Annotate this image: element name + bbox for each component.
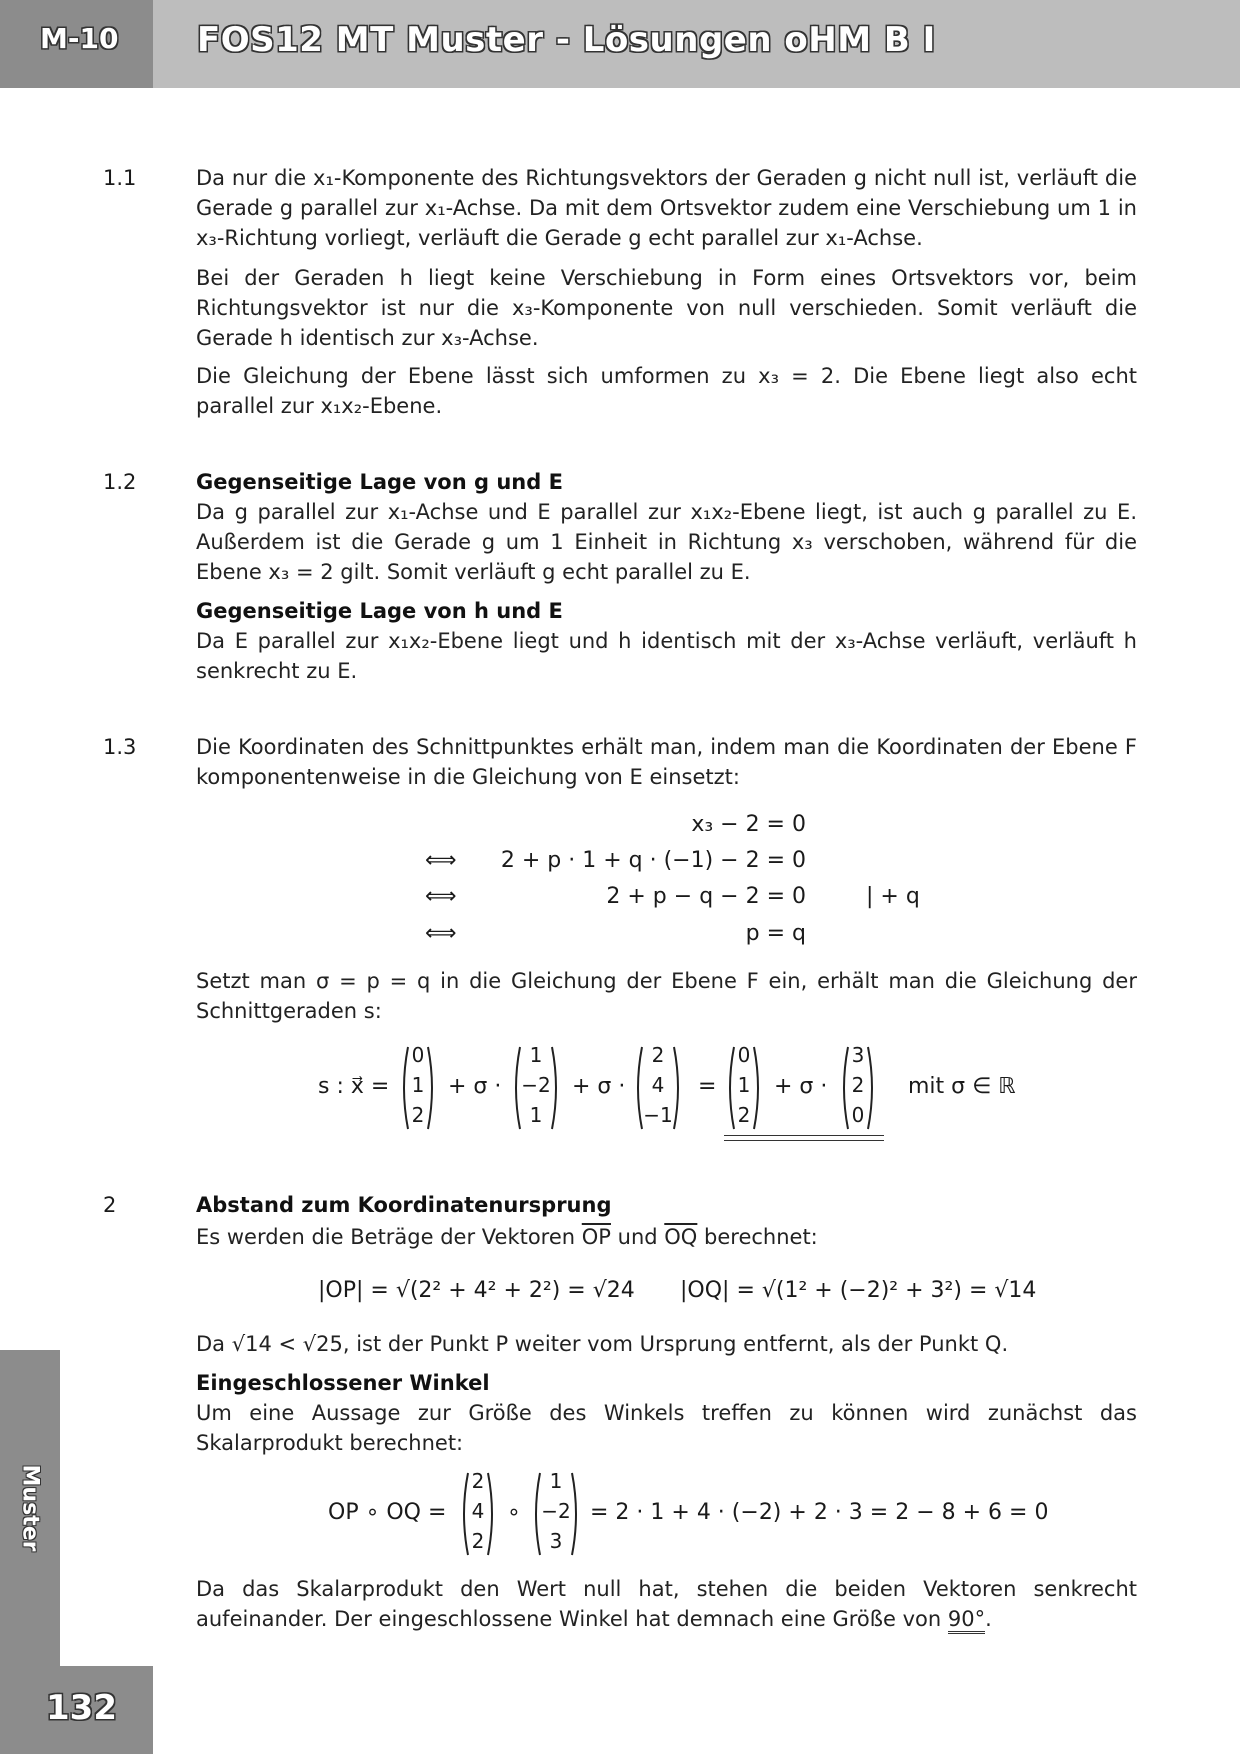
equation-line-3: 2 + p − q − 2 = 0 [606, 884, 806, 909]
vector-oq-x3: 3 [549, 1529, 563, 1553]
vector-oq-x1: 1 [549, 1469, 563, 1493]
section-2-paragraph-1-a: Es werden die Beträge der Vektoren [196, 1225, 582, 1249]
vector-2-x3: 1 [529, 1103, 543, 1127]
vector-3-x1: 2 [651, 1043, 665, 1067]
plus-sigma-2: + σ · [572, 1074, 626, 1099]
equation-line-1: x₃ − 2 = 0 [691, 812, 806, 837]
section-1-2-title-2: Gegenseitige Lage von h und E [196, 599, 563, 623]
section-1-3-paragraph-1: Die Koordinaten des Schnittpunktes erhält man, indem man die Koordinaten der Ebene F komponentenweise in die Gleichung von E einsetzt: [196, 735, 1137, 789]
section-2-paragraph-3: Um eine Aussage zur Größe des Winkels treffen zu können wird zunächst das Skalarprodukt berechnet: [196, 1401, 1137, 1455]
magnitude-oq: |OQ| = √(1² + (−2)² + 3²) = √14 [680, 1278, 1037, 1303]
equation-line-4: p = q [745, 921, 806, 946]
vector-4-x2: 1 [737, 1073, 751, 1097]
vector-2 [510, 1043, 562, 1133]
header-title: FOS12 MT Muster - Lösungen oHM B I [197, 20, 936, 60]
side-tab-label: Muster [17, 1464, 43, 1552]
section-2-paragraph-4-a: Da das Skalarprodukt den Wert null hat, stehen die beiden Vektoren senkrecht aufeinander. Der eingeschlossene Winkel hat demnach eine Größe von [196, 1577, 1137, 1631]
vector-op-label: $\overline{OP}$ [581, 1225, 611, 1249]
vector-2-x1: 1 [529, 1043, 543, 1067]
vector-4-x1: 0 [737, 1043, 751, 1067]
section-number-1-3: 1.3 [103, 735, 137, 759]
side-tab [0, 1350, 60, 1666]
section-2-paragraph-4 [196, 1574, 1137, 1634]
result-double-underline [724, 1135, 884, 1141]
section-1-3-paragraph-2: Setzt man σ = p = q in die Gleichung der Ebene F ein, erhält man die Gleichung der Schnittgeraden s: [196, 969, 1137, 1023]
section-2-paragraph-4-b: . [985, 1607, 992, 1631]
section-number-2: 2 [103, 1193, 117, 1217]
vector-4-x3: 2 [737, 1103, 751, 1127]
section-2-paragraph-1-c: berechnet: [697, 1225, 818, 1249]
vector-oq [530, 1469, 582, 1559]
vector-op [458, 1469, 498, 1559]
section-1-1-paragraph-3: Die Gleichung der Ebene lässt sich umformen zu x₃ = 2. Die Ebene liegt also echt parallel zur x₁x₂-Ebene. [196, 364, 1137, 418]
equation-note: | + q [866, 884, 920, 909]
vector-op-x2: 4 [471, 1499, 485, 1523]
section-2-paragraph-1 [196, 1222, 1137, 1252]
vector-5-x2: 2 [851, 1073, 865, 1097]
vector-1 [398, 1043, 438, 1133]
equation-line-2: 2 + p · 1 + q · (−1) − 2 = 0 [500, 848, 806, 873]
vector-2-x2: −2 [521, 1073, 551, 1097]
section-number-1-1: 1.1 [103, 166, 137, 190]
section-2-paragraph-1-b: und [610, 1225, 665, 1249]
line-s-label: s : x⃗ = [318, 1074, 390, 1099]
equals-sign: = [698, 1074, 717, 1099]
vector-op-x1: 2 [471, 1469, 485, 1493]
vector-3-x3: −1 [643, 1103, 673, 1127]
vector-5-x3: 0 [851, 1103, 865, 1127]
vector-1-x2: 1 [411, 1073, 425, 1097]
equivalence-arrow-1: ⟺ [425, 848, 457, 873]
section-1-2-paragraph-1: Da g parallel zur x₁-Achse und E parallel zur x₁x₂-Ebene liegt, ist auch g parallel zu E. Außerdem ist die Gerade g um 1 Einheit in Richtung x₃ verschoben, während für die Ebene x₃ = 2 gilt. Somit verläuft g echt parallel zu E. [196, 500, 1137, 584]
section-1-1-paragraph-1: Da nur die x₁-Komponente des Richtungsvektors der Geraden g nicht null ist, verläuft die Gerade g parallel zur x₁-Achse. Da mit dem Ortsvektor zudem eine Verschiebung um 1 in x₃-Richtung vorliegt, verläuft die Gerade g echt parallel zur x₁-Achse. [196, 166, 1137, 250]
section-1-2-title-1: Gegenseitige Lage von g und E [196, 470, 563, 494]
dot-operator: ∘ [507, 1500, 521, 1525]
plus-sigma-3: + σ · [774, 1074, 828, 1099]
vector-op-x3: 2 [471, 1529, 485, 1553]
page-number: 132 [46, 1688, 117, 1728]
vector-oq-x2: −2 [541, 1499, 571, 1523]
vector-3-x2: 4 [651, 1073, 665, 1097]
vector-1-x1: 0 [411, 1043, 425, 1067]
section-2-title-2: Eingeschlossener Winkel [196, 1371, 490, 1395]
section-2-title-1: Abstand zum Koordinatenursprung [196, 1193, 612, 1217]
section-1-2-paragraph-2: Da E parallel zur x₁x₂-Ebene liegt und h identisch mit der x₃-Achse verläuft, verläuft h senkrecht zu E. [196, 629, 1137, 683]
dot-product-label: OP ∘ OQ = [328, 1500, 447, 1525]
vector-1-x3: 2 [411, 1103, 425, 1127]
plus-sigma-1: + σ · [448, 1074, 502, 1099]
section-number-1-2: 1.2 [103, 470, 137, 494]
angle-result: 90° [948, 1607, 985, 1634]
equivalence-arrow-3: ⟺ [425, 921, 457, 946]
section-1-1-paragraph-2: Bei der Geraden h liegt keine Verschiebung in Form eines Ortsvektors vor, beim Richtungsvektor ist nur die x₃-Komponente von null verschieden. Somit verläuft die Gerade h identisch zur x₃-Achse. [196, 266, 1137, 350]
vector-oq-label: $\overline{OQ}$ [664, 1225, 698, 1249]
section-2-paragraph-2: Da √14 < √25, ist der Punkt P weiter vom Ursprung entfernt, als der Punkt Q. [196, 1332, 1009, 1356]
header-bar [153, 0, 1240, 88]
page-number-box [0, 1666, 153, 1754]
magnitude-op: |OP| = √(2² + 4² + 2²) = √24 [318, 1278, 635, 1303]
dot-product-result: = 2 · 1 + 4 · (−2) + 2 · 3 = 2 − 8 + 6 = 0 [590, 1500, 1049, 1525]
vector-3 [632, 1043, 684, 1133]
sigma-domain: mit σ ∈ ℝ [908, 1074, 1016, 1099]
vector-4 [724, 1043, 764, 1133]
header-tag-label: M-10 [40, 22, 119, 55]
header-tag [0, 0, 153, 88]
vector-5 [838, 1043, 878, 1133]
vector-5-x1: 3 [851, 1043, 865, 1067]
equivalence-arrow-2: ⟺ [425, 884, 457, 909]
